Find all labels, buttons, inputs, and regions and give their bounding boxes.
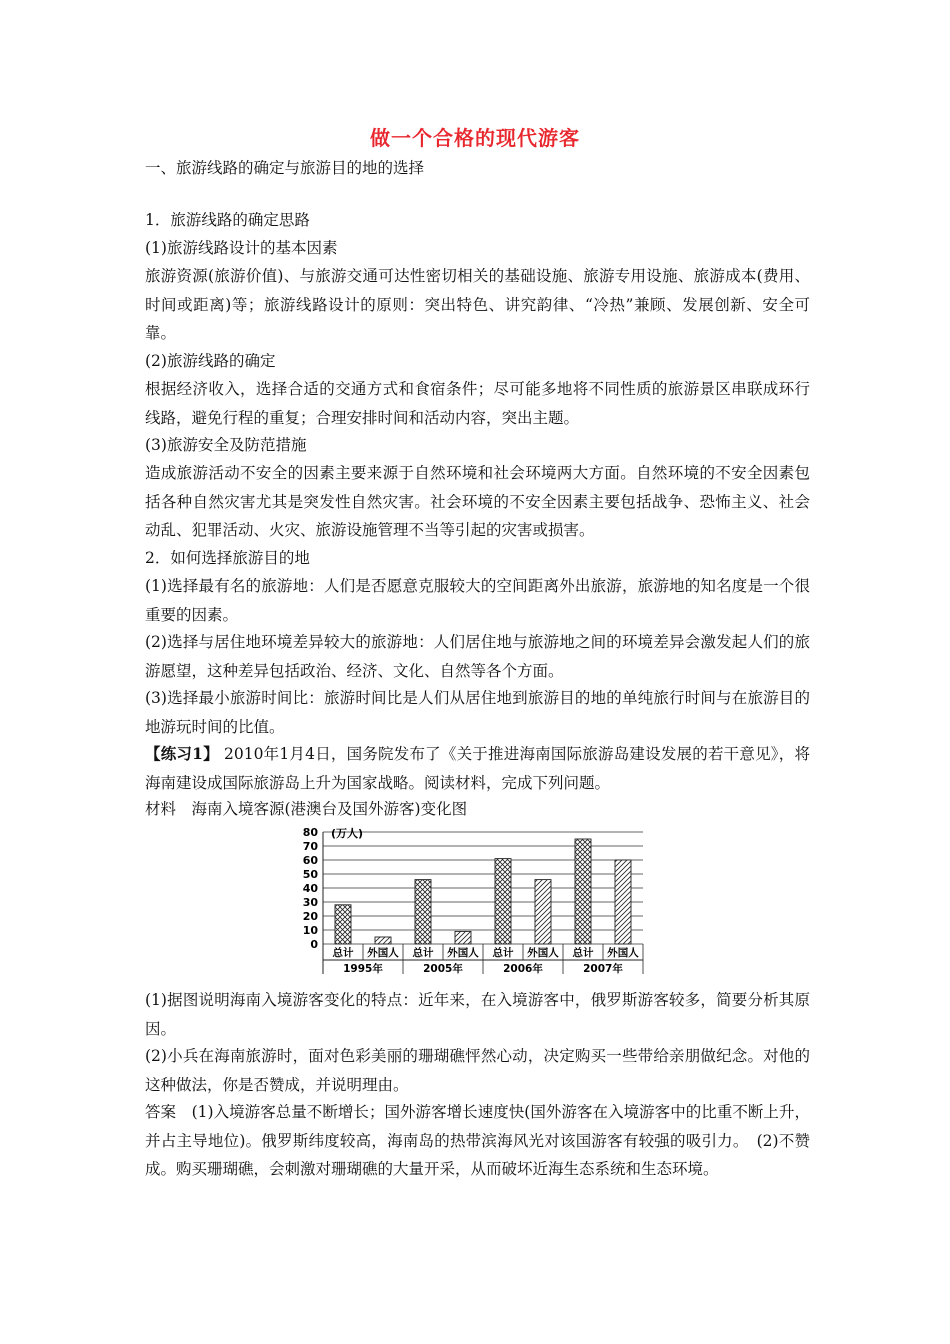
y-tick-label: 0 (310, 938, 318, 951)
paragraph-3: 造成旅游活动不安全的因素主要来源于自然环境和社会环境两大方面。自然环境的不安全因素包括各种自然灾害尤其是突发性自然灾害。社会环境的不安全因素主要包括战争、恐怖主义、社会动乱、犯罪活动、火灾、旅游设施管理不当等引起的灾害或损害。 (145, 464, 810, 539)
y-tick-label: 40 (302, 882, 318, 895)
paragraph-4: (1)选择最有名的旅游地：人们是否愿意克服较大的空间距离外出旅游，旅游地的知名度是一个很重要的因素。 (145, 577, 810, 624)
y-tick-label: 30 (302, 896, 318, 909)
page-title: 做一个合格的现代游客 (370, 126, 580, 150)
x-category-label: 外国人 (607, 947, 639, 959)
paragraph-6: (3)选择最小旅游时间比：旅游时间比是人们从居住地到旅游目的地的单纯旅行时间与在旅游目的地游玩时间的比值。 (145, 689, 810, 736)
x-group-label: 2005年 (423, 963, 463, 975)
bar-外国人-2005年 (455, 931, 471, 944)
y-tick-label: 10 (302, 924, 318, 937)
question-2: (2)小兵在海南旅游时，面对色彩美丽的珊瑚礁怦然心动，决定购买一些带给亲朋做纪念。对他的这种做法，你是否赞成，并说明理由。 (145, 1047, 810, 1094)
subheading-2: (2)旅游线路的确定 (145, 352, 276, 370)
bar-外国人-2007年 (615, 860, 631, 944)
y-tick-label: 50 (302, 868, 318, 881)
x-group-label: 2006年 (503, 963, 543, 975)
paragraph-5: (2)选择与居住地环境差异较大的旅游地：人们居住地与旅游地之间的环境差异会激发起人们的旅游愿望，这种差异包括政治、经济、文化、自然等各个方面。 (145, 633, 810, 680)
paragraph-2: 根据经济收入，选择合适的交通方式和食宿条件；尽可能多地将不同性质的旅游景区串联成环行线路，避免行程的重复；合理安排时间和活动内容，突出主题。 (145, 380, 810, 427)
x-category-label: 总计 (572, 947, 594, 959)
y-axis (303, 826, 323, 974)
heading-2: 2．如何选择旅游目的地 (145, 549, 310, 567)
subheading-1: (1)旅游线路设计的基本因素 (145, 239, 338, 257)
heading-1: 1．旅游线路的确定思路 (145, 211, 310, 229)
x-category-label: 外国人 (527, 947, 559, 959)
exercise-paragraph (145, 740, 810, 797)
x-group-label: 2007年 (583, 963, 623, 975)
x-category-label: 外国人 (447, 947, 479, 959)
question-1: (1)据图说明海南入境游客变化的特点：近年来，在入境游客中，俄罗斯游客较多，简要分析其原因。 (145, 991, 810, 1038)
x-category-label: 总计 (412, 947, 434, 959)
y-axis-label: (万人) (331, 827, 364, 840)
bar-总计-1995年 (335, 905, 351, 944)
bar-外国人-1995年 (375, 937, 391, 944)
bar-chart (285, 822, 650, 982)
section-heading: 一、旅游线路的确定与旅游目的地的选择 (145, 159, 425, 177)
subheading-3: (3)旅游安全及防范措施 (145, 436, 307, 454)
x-category-label: 总计 (492, 947, 514, 959)
chart-grid (323, 832, 643, 944)
bar-总计-2006年 (495, 859, 511, 944)
y-tick-label: 20 (302, 910, 318, 923)
bar-总计-2005年 (415, 880, 431, 944)
y-tick-label: 70 (302, 840, 318, 853)
exercise-text: 2010年1月4日，国务院发布了《关于推进海南国际旅游岛建设发展的若干意见》，将海南建设成国际旅游岛上升为国家战略。阅读材料，完成下列问题。 (145, 745, 810, 792)
x-axis (323, 944, 643, 975)
y-tick-label: 60 (302, 854, 318, 867)
chart-bars (335, 839, 631, 944)
answer: 答案 (1)入境游客总量不断增长；国外游客增长速度快(国外游客在入境游客中的比重不断上升，并占主导地位)。俄罗斯纬度较高，海南岛的热带滨海风光对该国游客有较强的吸引力。 (2)不赞成。购买珊瑚礁，会刺激对珊瑚礁的大量开采，从而破坏近海生态系统和生态环境。 (145, 1103, 810, 1178)
x-group-label: 1995年 (343, 963, 383, 975)
y-tick-label: 80 (302, 826, 318, 839)
x-category-label: 总计 (332, 947, 354, 959)
material-caption: 材料 海南入境客源(港澳台及国外游客)变化图 (145, 800, 468, 818)
bar-外国人-2006年 (535, 880, 551, 944)
x-category-label: 外国人 (367, 947, 399, 959)
paragraph-1: 旅游资源(旅游价值)、与旅游交通可达性密切相关的基础设施、旅游专用设施、旅游成本(费用、时间或距离)等；旅游线路设计的原则：突出特色、讲究韵律、“冷热”兼顾、发展创新、安全可靠。 (145, 267, 810, 342)
bar-总计-2007年 (575, 839, 591, 944)
exercise-label: 【练习1】 (145, 744, 219, 763)
